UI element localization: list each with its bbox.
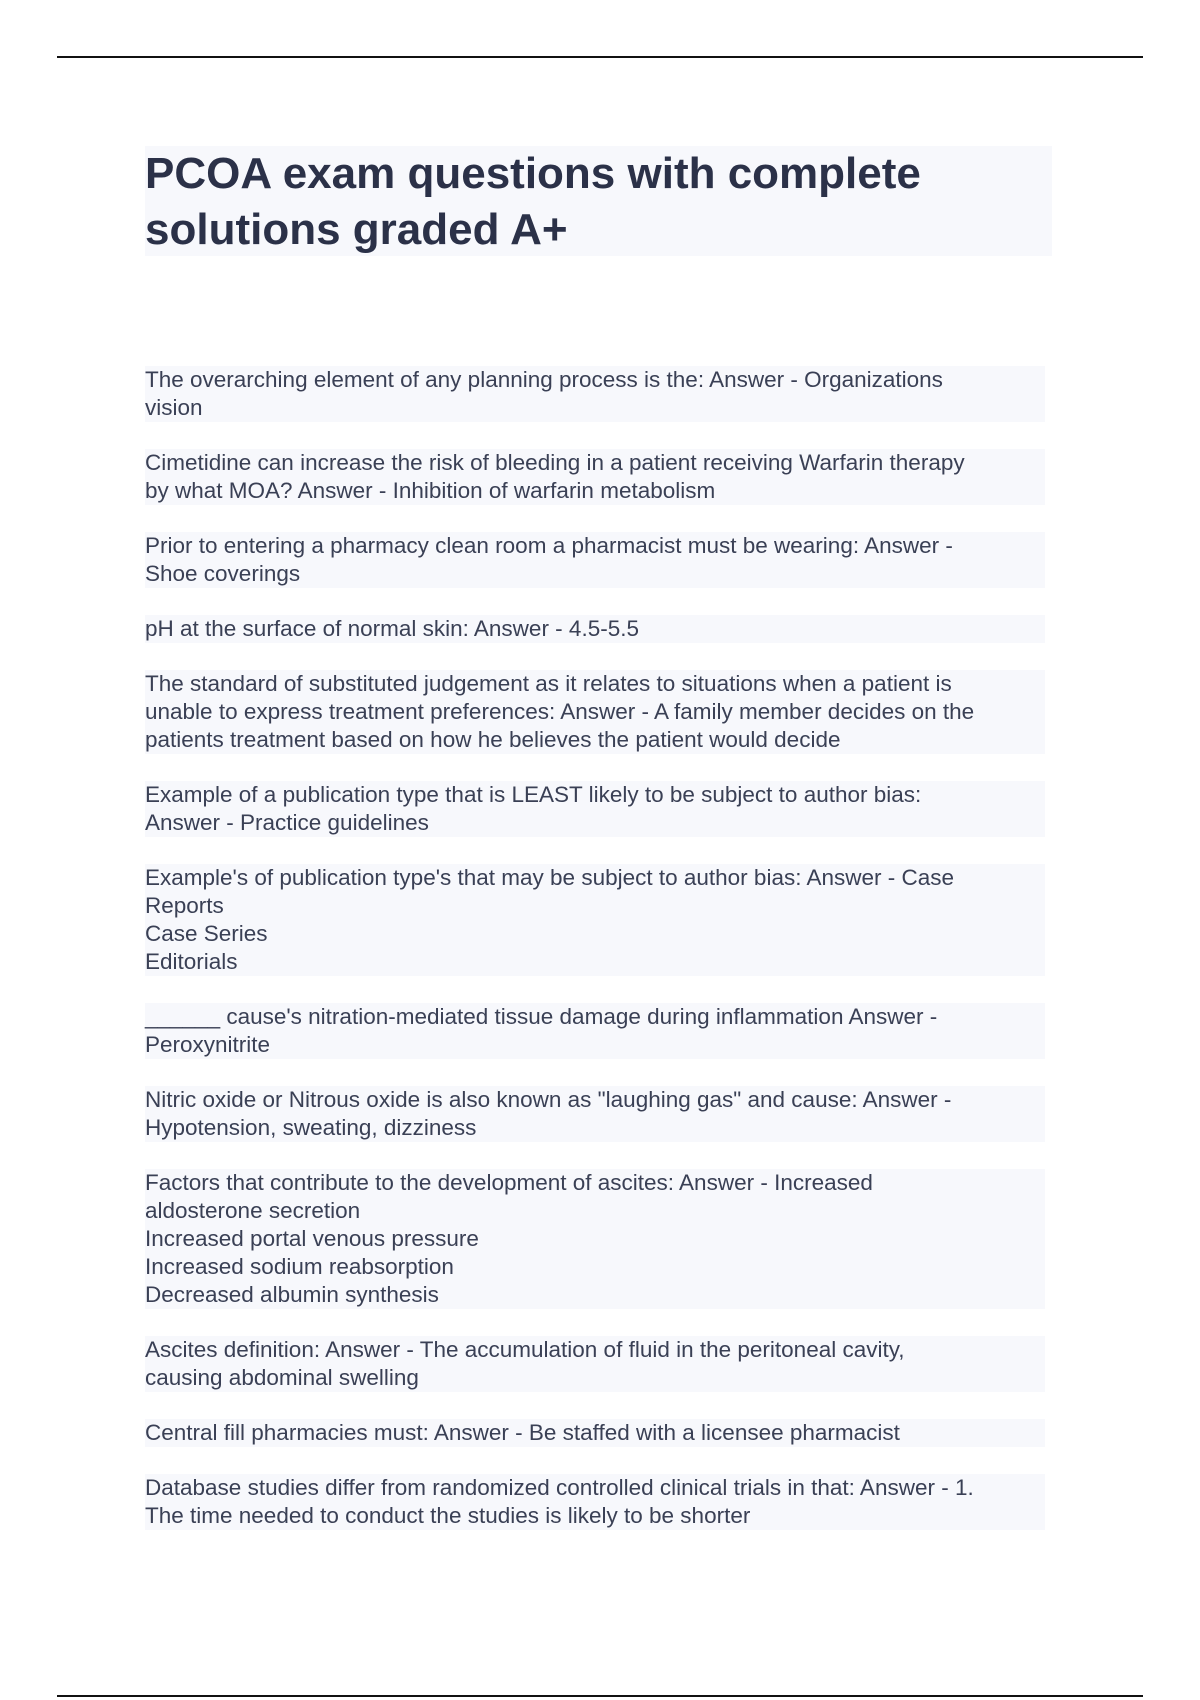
qa-line: The standard of substituted judgement as it relates to situations when a patient is [145, 670, 1045, 698]
qa-line-row [145, 1031, 1045, 1059]
qa-entry [145, 781, 1045, 837]
qa-line: unable to express treatment preferences: Answer - A family member decides on the [145, 698, 1045, 726]
qa-line-row [145, 1225, 1045, 1253]
qa-line: Answer - Practice guidelines [145, 809, 1045, 837]
qa-line: Peroxynitrite [145, 1031, 1045, 1059]
qa-line: Prior to entering a pharmacy clean room a pharmacist must be wearing: Answer - [145, 532, 1045, 560]
qa-entry [145, 1474, 1045, 1530]
qa-entry [145, 1086, 1045, 1142]
qa-line-row [145, 698, 1045, 726]
title-line: solutions graded A+ [145, 205, 568, 254]
qa-line-row [145, 1169, 1045, 1197]
qa-line-row [145, 1336, 1045, 1364]
qa-line-row [145, 532, 1045, 560]
qa-line-row [145, 1253, 1045, 1281]
top-rule [57, 56, 1143, 58]
qa-line: Factors that contribute to the development of ascites: Answer - Increased [145, 1169, 1045, 1197]
qa-line: Central fill pharmacies must: Answer - Be staffed with a licensee pharmacist [145, 1419, 1045, 1447]
qa-line: Example of a publication type that is LEAST likely to be subject to author bias: [145, 781, 1045, 809]
qa-entry [145, 864, 1045, 976]
qa-line: causing abdominal swelling [145, 1364, 1045, 1392]
qa-line: pH at the surface of normal skin: Answer - 4.5-5.5 [145, 615, 1045, 643]
qa-line-row [145, 560, 1045, 588]
qa-entry [145, 1169, 1045, 1309]
qa-line: Reports [145, 892, 1045, 920]
qa-entry [145, 366, 1045, 422]
qa-line: Increased sodium reabsorption [145, 1253, 1045, 1281]
qa-line: Editorials [145, 948, 1045, 976]
qa-line: Hypotension, sweating, dizziness [145, 1114, 1045, 1142]
qa-entry [145, 1003, 1045, 1059]
qa-line: Case Series [145, 920, 1045, 948]
qa-line-row [145, 670, 1045, 698]
page-title [145, 146, 1045, 258]
qa-line-row [145, 781, 1045, 809]
qa-entry [145, 1336, 1045, 1392]
qa-line-row [145, 1114, 1045, 1142]
qa-line: Example's of publication type's that may be subject to author bias: Answer - Case [145, 864, 1045, 892]
qa-line-row [145, 948, 1045, 976]
qa-line-row [145, 449, 1045, 477]
qa-line-row [145, 726, 1045, 754]
qa-entry [145, 532, 1045, 588]
bottom-rule [57, 1695, 1143, 1697]
qa-line-row [145, 1086, 1045, 1114]
qa-line-row [145, 394, 1045, 422]
qa-line-row [145, 1474, 1045, 1502]
title-line: PCOA exam questions with complete [145, 149, 921, 198]
qa-line-row [145, 1419, 1045, 1447]
qa-line-row [145, 1281, 1045, 1309]
qa-line: aldosterone secretion [145, 1197, 1045, 1225]
qa-line-row [145, 809, 1045, 837]
qa-line: Ascites definition: Answer - The accumulation of fluid in the peritoneal cavity, [145, 1336, 1045, 1364]
qa-line: Cimetidine can increase the risk of bleeding in a patient receiving Warfarin therapy [145, 449, 1045, 477]
qa-line-row [145, 864, 1045, 892]
qa-entry [145, 615, 1045, 643]
qa-entry [145, 1419, 1045, 1447]
qa-line-row [145, 920, 1045, 948]
qa-line: Shoe coverings [145, 560, 1045, 588]
qa-line: The time needed to conduct the studies is likely to be shorter [145, 1502, 1045, 1530]
qa-line: Database studies differ from randomized controlled clinical trials in that: Answer - 1. [145, 1474, 1045, 1502]
qa-line: Nitric oxide or Nitrous oxide is also known as "laughing gas" and cause: Answer - [145, 1086, 1045, 1114]
qa-line: Increased portal venous pressure [145, 1225, 1045, 1253]
qa-line-row [145, 1364, 1045, 1392]
qa-line-row [145, 1502, 1045, 1530]
qa-line: Decreased albumin synthesis [145, 1281, 1045, 1309]
qa-line-row [145, 892, 1045, 920]
qa-line: The overarching element of any planning process is the: Answer - Organizations [145, 366, 1045, 394]
qa-line-row [145, 1003, 1045, 1031]
qa-line-row [145, 477, 1045, 505]
qa-line-row [145, 366, 1045, 394]
qa-entry [145, 449, 1045, 505]
qa-line: ______ cause's nitration-mediated tissue damage during inflammation Answer - [145, 1003, 1045, 1031]
qa-list [145, 366, 1045, 1557]
qa-line: patients treatment based on how he believes the patient would decide [145, 726, 1045, 754]
qa-line: by what MOA? Answer - Inhibition of warfarin metabolism [145, 477, 1045, 505]
qa-line: vision [145, 394, 1045, 422]
qa-line-row [145, 1197, 1045, 1225]
qa-line-row [145, 615, 1045, 643]
qa-entry [145, 670, 1045, 754]
